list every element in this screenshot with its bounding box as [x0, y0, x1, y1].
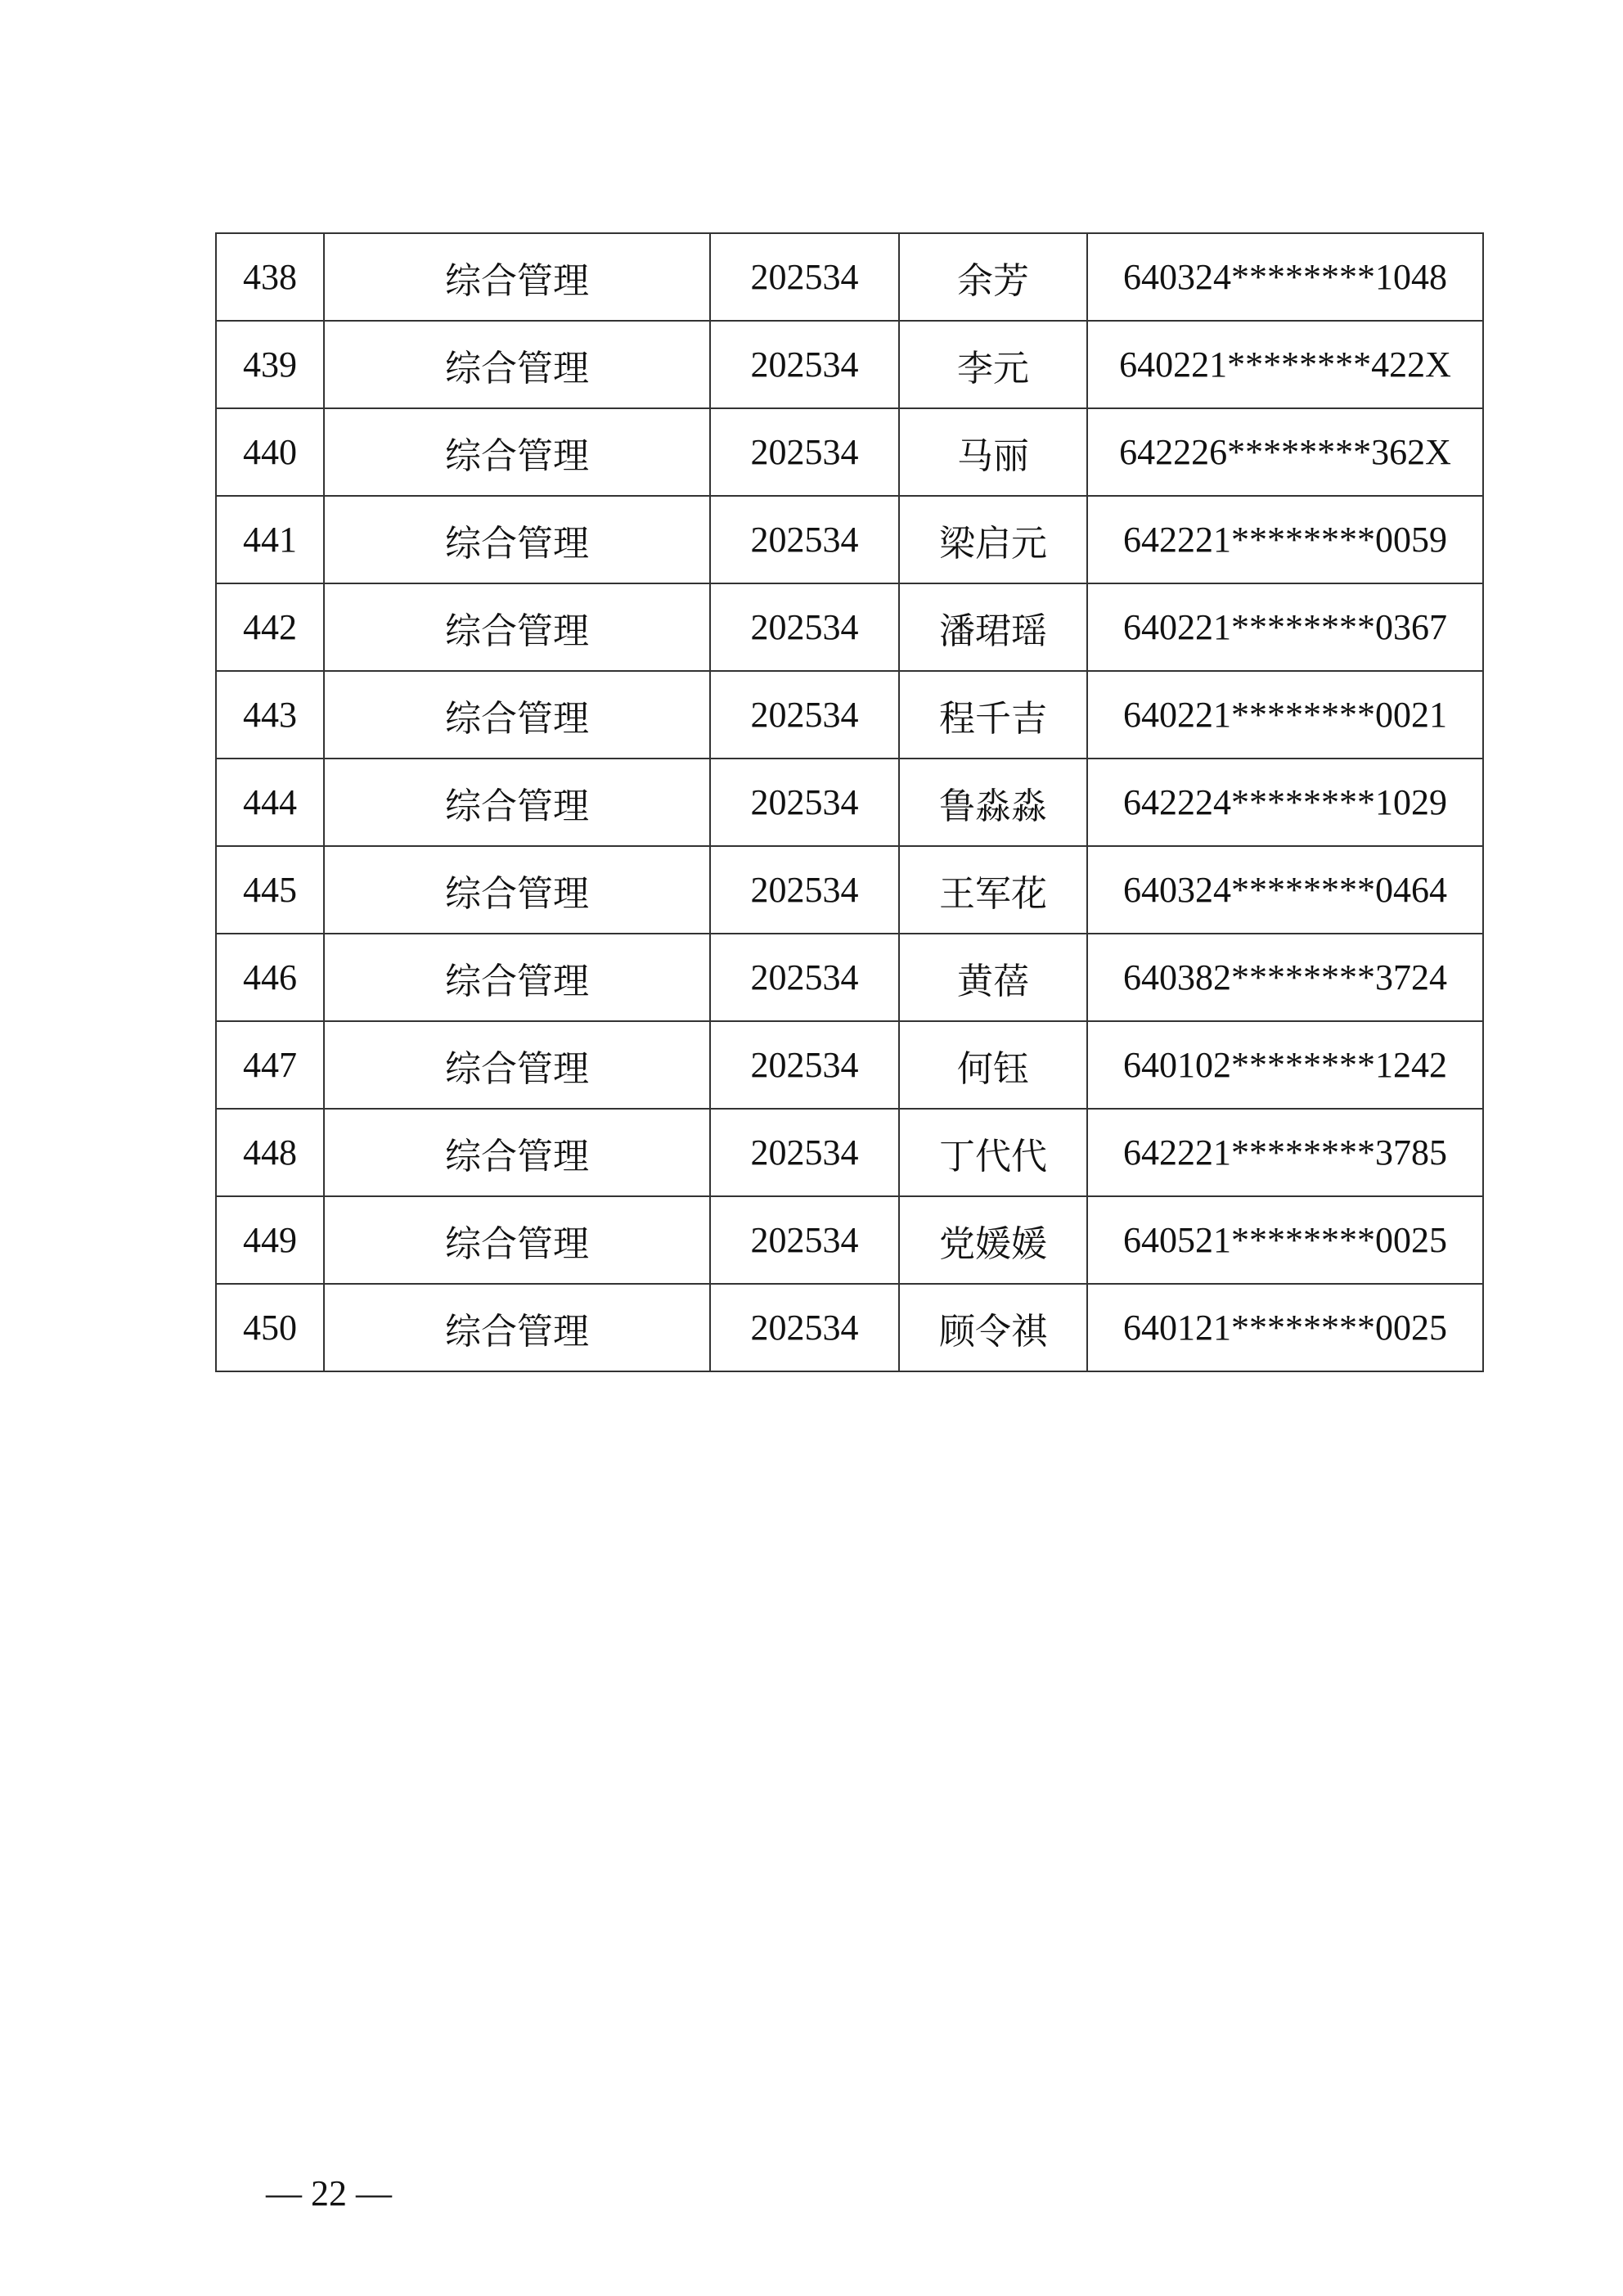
table-row	[216, 1284, 1483, 1371]
row-code-cell: 202534	[710, 233, 899, 321]
row-seq-cell: 439	[216, 321, 324, 408]
table-row	[216, 934, 1483, 1021]
row-code-cell: 202534	[710, 1284, 899, 1371]
row-id-number-cell: 642221********3785	[1087, 1109, 1483, 1196]
row-id-number-cell: 642221********0059	[1087, 496, 1483, 583]
row-id-number-cell: 640121********0025	[1087, 1284, 1483, 1371]
row-position-cell: 综合管理	[324, 408, 710, 496]
row-name-cell: 顾令祺	[899, 1284, 1087, 1371]
row-id-number-cell: 640324********0464	[1087, 846, 1483, 934]
table-row	[216, 846, 1483, 934]
row-id-number-cell: 640221********422X	[1087, 321, 1483, 408]
row-code-cell: 202534	[710, 1196, 899, 1284]
row-seq-cell: 440	[216, 408, 324, 496]
table-row	[216, 496, 1483, 583]
row-name-cell: 鲁淼淼	[899, 759, 1087, 846]
row-name-cell: 梁启元	[899, 496, 1087, 583]
row-code-cell: 202534	[710, 496, 899, 583]
row-name-cell: 余芳	[899, 233, 1087, 321]
row-seq-cell: 449	[216, 1196, 324, 1284]
row-position-cell: 综合管理	[324, 759, 710, 846]
row-name-cell: 党媛媛	[899, 1196, 1087, 1284]
row-position-cell: 综合管理	[324, 321, 710, 408]
row-id-number-cell: 640221********0367	[1087, 583, 1483, 671]
row-id-number-cell: 640221********0021	[1087, 671, 1483, 759]
row-id-number-cell: 640382********3724	[1087, 934, 1483, 1021]
row-name-cell: 黄蓓	[899, 934, 1087, 1021]
row-id-number-cell: 640324********1048	[1087, 233, 1483, 321]
row-code-cell: 202534	[710, 321, 899, 408]
row-seq-cell: 450	[216, 1284, 324, 1371]
row-code-cell: 202534	[710, 934, 899, 1021]
row-code-cell: 202534	[710, 846, 899, 934]
table-row	[216, 233, 1483, 321]
row-id-number-cell: 642224********1029	[1087, 759, 1483, 846]
row-code-cell: 202534	[710, 759, 899, 846]
table-row	[216, 321, 1483, 408]
row-id-number-cell: 642226********362X	[1087, 408, 1483, 496]
row-name-cell: 马丽	[899, 408, 1087, 496]
row-seq-cell: 448	[216, 1109, 324, 1196]
row-position-cell: 综合管理	[324, 1284, 710, 1371]
row-id-number-cell: 640102********1242	[1087, 1021, 1483, 1109]
row-seq-cell: 446	[216, 934, 324, 1021]
row-seq-cell: 447	[216, 1021, 324, 1109]
table-row	[216, 1021, 1483, 1109]
row-code-cell: 202534	[710, 583, 899, 671]
page-number: — 22 —	[266, 2173, 392, 2213]
row-code-cell: 202534	[710, 671, 899, 759]
row-position-cell: 综合管理	[324, 496, 710, 583]
row-code-cell: 202534	[710, 1021, 899, 1109]
table-row	[216, 408, 1483, 496]
table-row	[216, 671, 1483, 759]
row-name-cell: 王军花	[899, 846, 1087, 934]
table-row	[216, 1196, 1483, 1284]
row-position-cell: 综合管理	[324, 846, 710, 934]
row-position-cell: 综合管理	[324, 583, 710, 671]
roster-table-body	[216, 233, 1483, 1371]
row-name-cell: 何钰	[899, 1021, 1087, 1109]
row-position-cell: 综合管理	[324, 1196, 710, 1284]
row-seq-cell: 444	[216, 759, 324, 846]
row-position-cell: 综合管理	[324, 671, 710, 759]
row-seq-cell: 443	[216, 671, 324, 759]
row-seq-cell: 442	[216, 583, 324, 671]
row-seq-cell: 441	[216, 496, 324, 583]
row-position-cell: 综合管理	[324, 233, 710, 321]
row-name-cell: 丁代代	[899, 1109, 1087, 1196]
table-row	[216, 759, 1483, 846]
table-row	[216, 1109, 1483, 1196]
row-name-cell: 潘珺瑶	[899, 583, 1087, 671]
row-code-cell: 202534	[710, 408, 899, 496]
row-position-cell: 综合管理	[324, 1021, 710, 1109]
row-seq-cell: 438	[216, 233, 324, 321]
row-position-cell: 综合管理	[324, 934, 710, 1021]
row-id-number-cell: 640521********0025	[1087, 1196, 1483, 1284]
row-code-cell: 202534	[710, 1109, 899, 1196]
row-seq-cell: 445	[216, 846, 324, 934]
row-name-cell: 程千吉	[899, 671, 1087, 759]
row-position-cell: 综合管理	[324, 1109, 710, 1196]
roster-table	[215, 232, 1484, 1372]
row-name-cell: 李元	[899, 321, 1087, 408]
table-row	[216, 583, 1483, 671]
